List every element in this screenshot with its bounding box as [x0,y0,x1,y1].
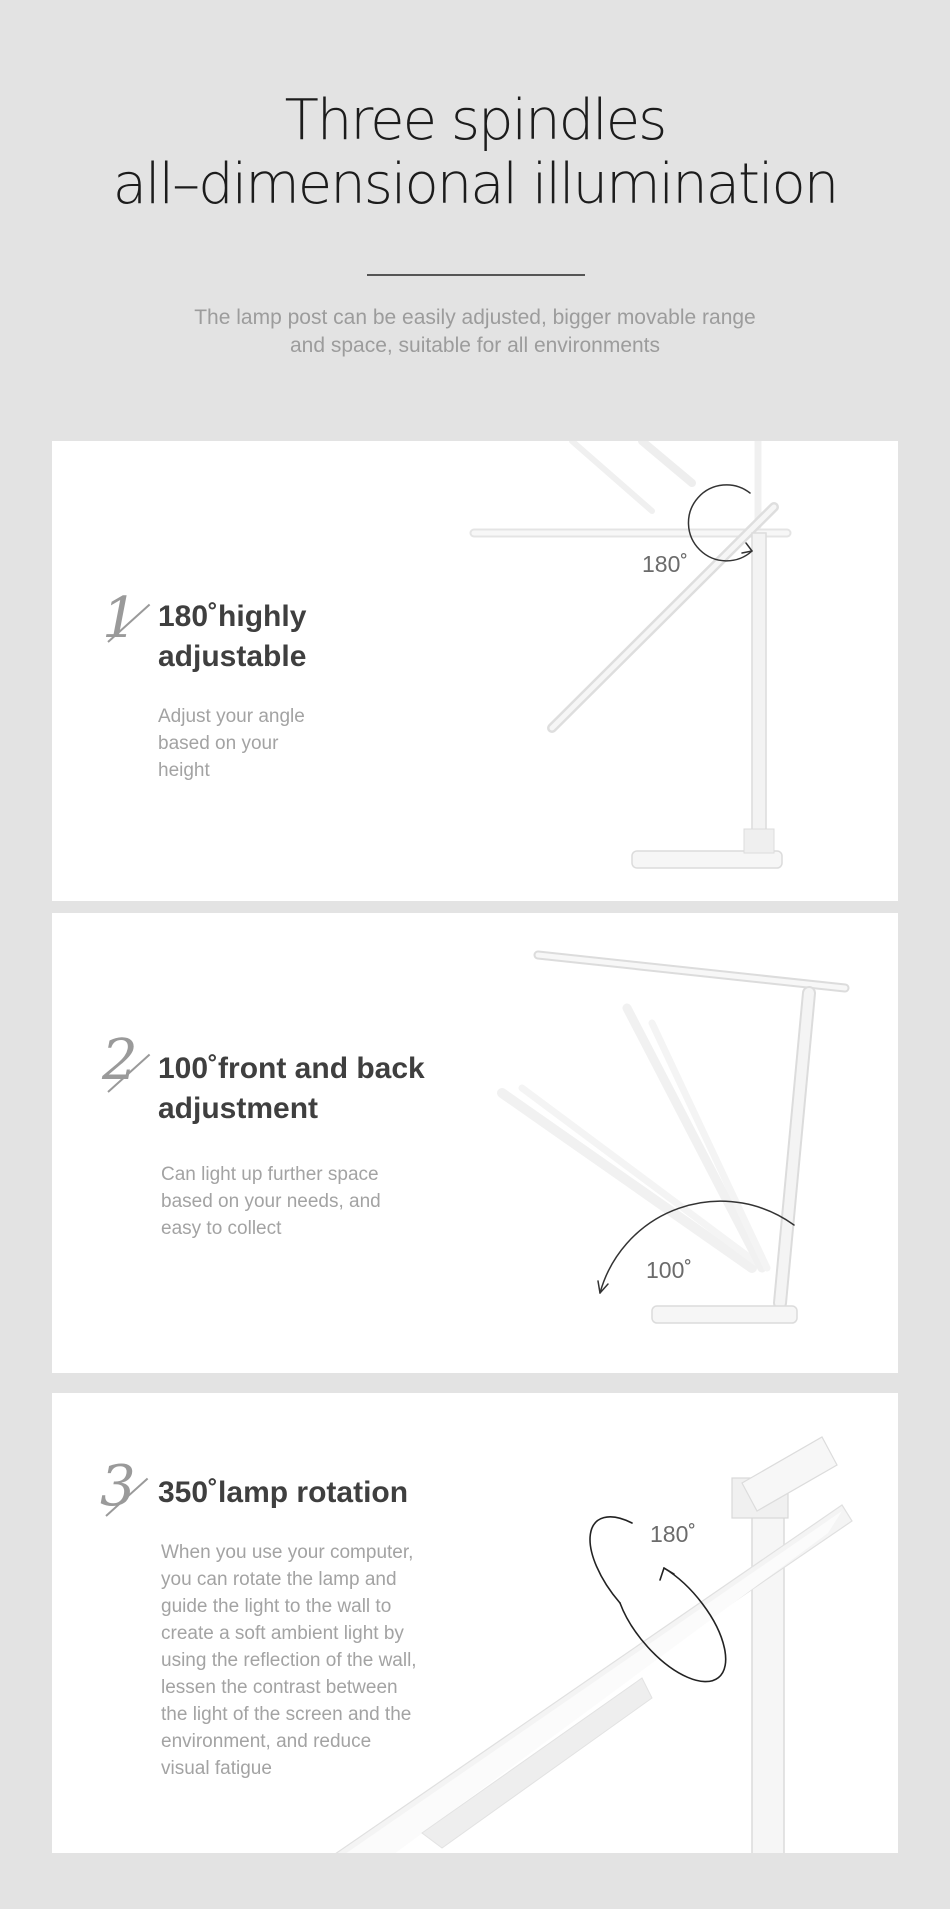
feature-heading-2-line1: 100˚front and back [158,1052,425,1085]
angle-label-3: 180˚ [650,1521,697,1547]
feature-desc-3-line7: the light of the screen and the [161,1704,412,1725]
feature-number-3: 3 [100,1454,136,1519]
feature-desc-3-line4: create a soft ambient light by [161,1623,404,1644]
feature-heading-1-line1: 180˚highly [158,600,307,633]
lamp-illustration-100 [52,913,898,1373]
feature-card-3 [52,1393,898,1853]
feature-heading-2-line2: adjustment [158,1092,319,1125]
feature-desc-3-line3: guide the light to the wall to [161,1596,392,1617]
feature-desc-3-line1: When you use your computer, [161,1542,414,1563]
hero-title-line1: Three spindles [284,88,666,153]
feature-number-1: 1 [102,586,138,651]
feature-desc-3-line6: lessen the contrast between [161,1677,398,1698]
hero-section [0,0,950,440]
feature-desc-2-line2: based on your needs, and [161,1191,381,1212]
feature-heading-3: 350˚lamp rotation [158,1476,409,1509]
feature-desc-1-line1: Adjust your angle [158,706,305,727]
feature-desc-1-line3: height [158,760,210,781]
hero-title-line2: all–dimensional illumination [112,152,838,217]
angle-label-2: 100˚ [646,1257,693,1283]
feature-desc-2-line3: easy to collect [161,1218,282,1239]
feature-card-2 [52,913,898,1373]
hero-subtitle-line1: The lamp post can be easily adjusted, bigger movable range [194,306,756,329]
feature-desc-3-line2: you can rotate the lamp and [161,1569,397,1590]
angle-label-1: 180˚ [642,551,689,577]
hero-subtitle-line2: and space, suitable for all environments [289,334,661,357]
feature-heading-1-line2: adjustable [158,640,307,673]
hero-divider [367,274,585,276]
feature-desc-3-line8: environment, and reduce [161,1731,372,1752]
feature-desc-3-line5: using the reflection of the wall, [161,1650,417,1671]
feature-number-2: 2 [102,1028,138,1093]
feature-desc-2-line1: Can light up further space [161,1164,379,1185]
feature-desc-1-line2: based on your [158,733,279,754]
feature-desc-3-line9: visual fatigue [161,1758,272,1779]
feature-card-1 [52,441,898,901]
